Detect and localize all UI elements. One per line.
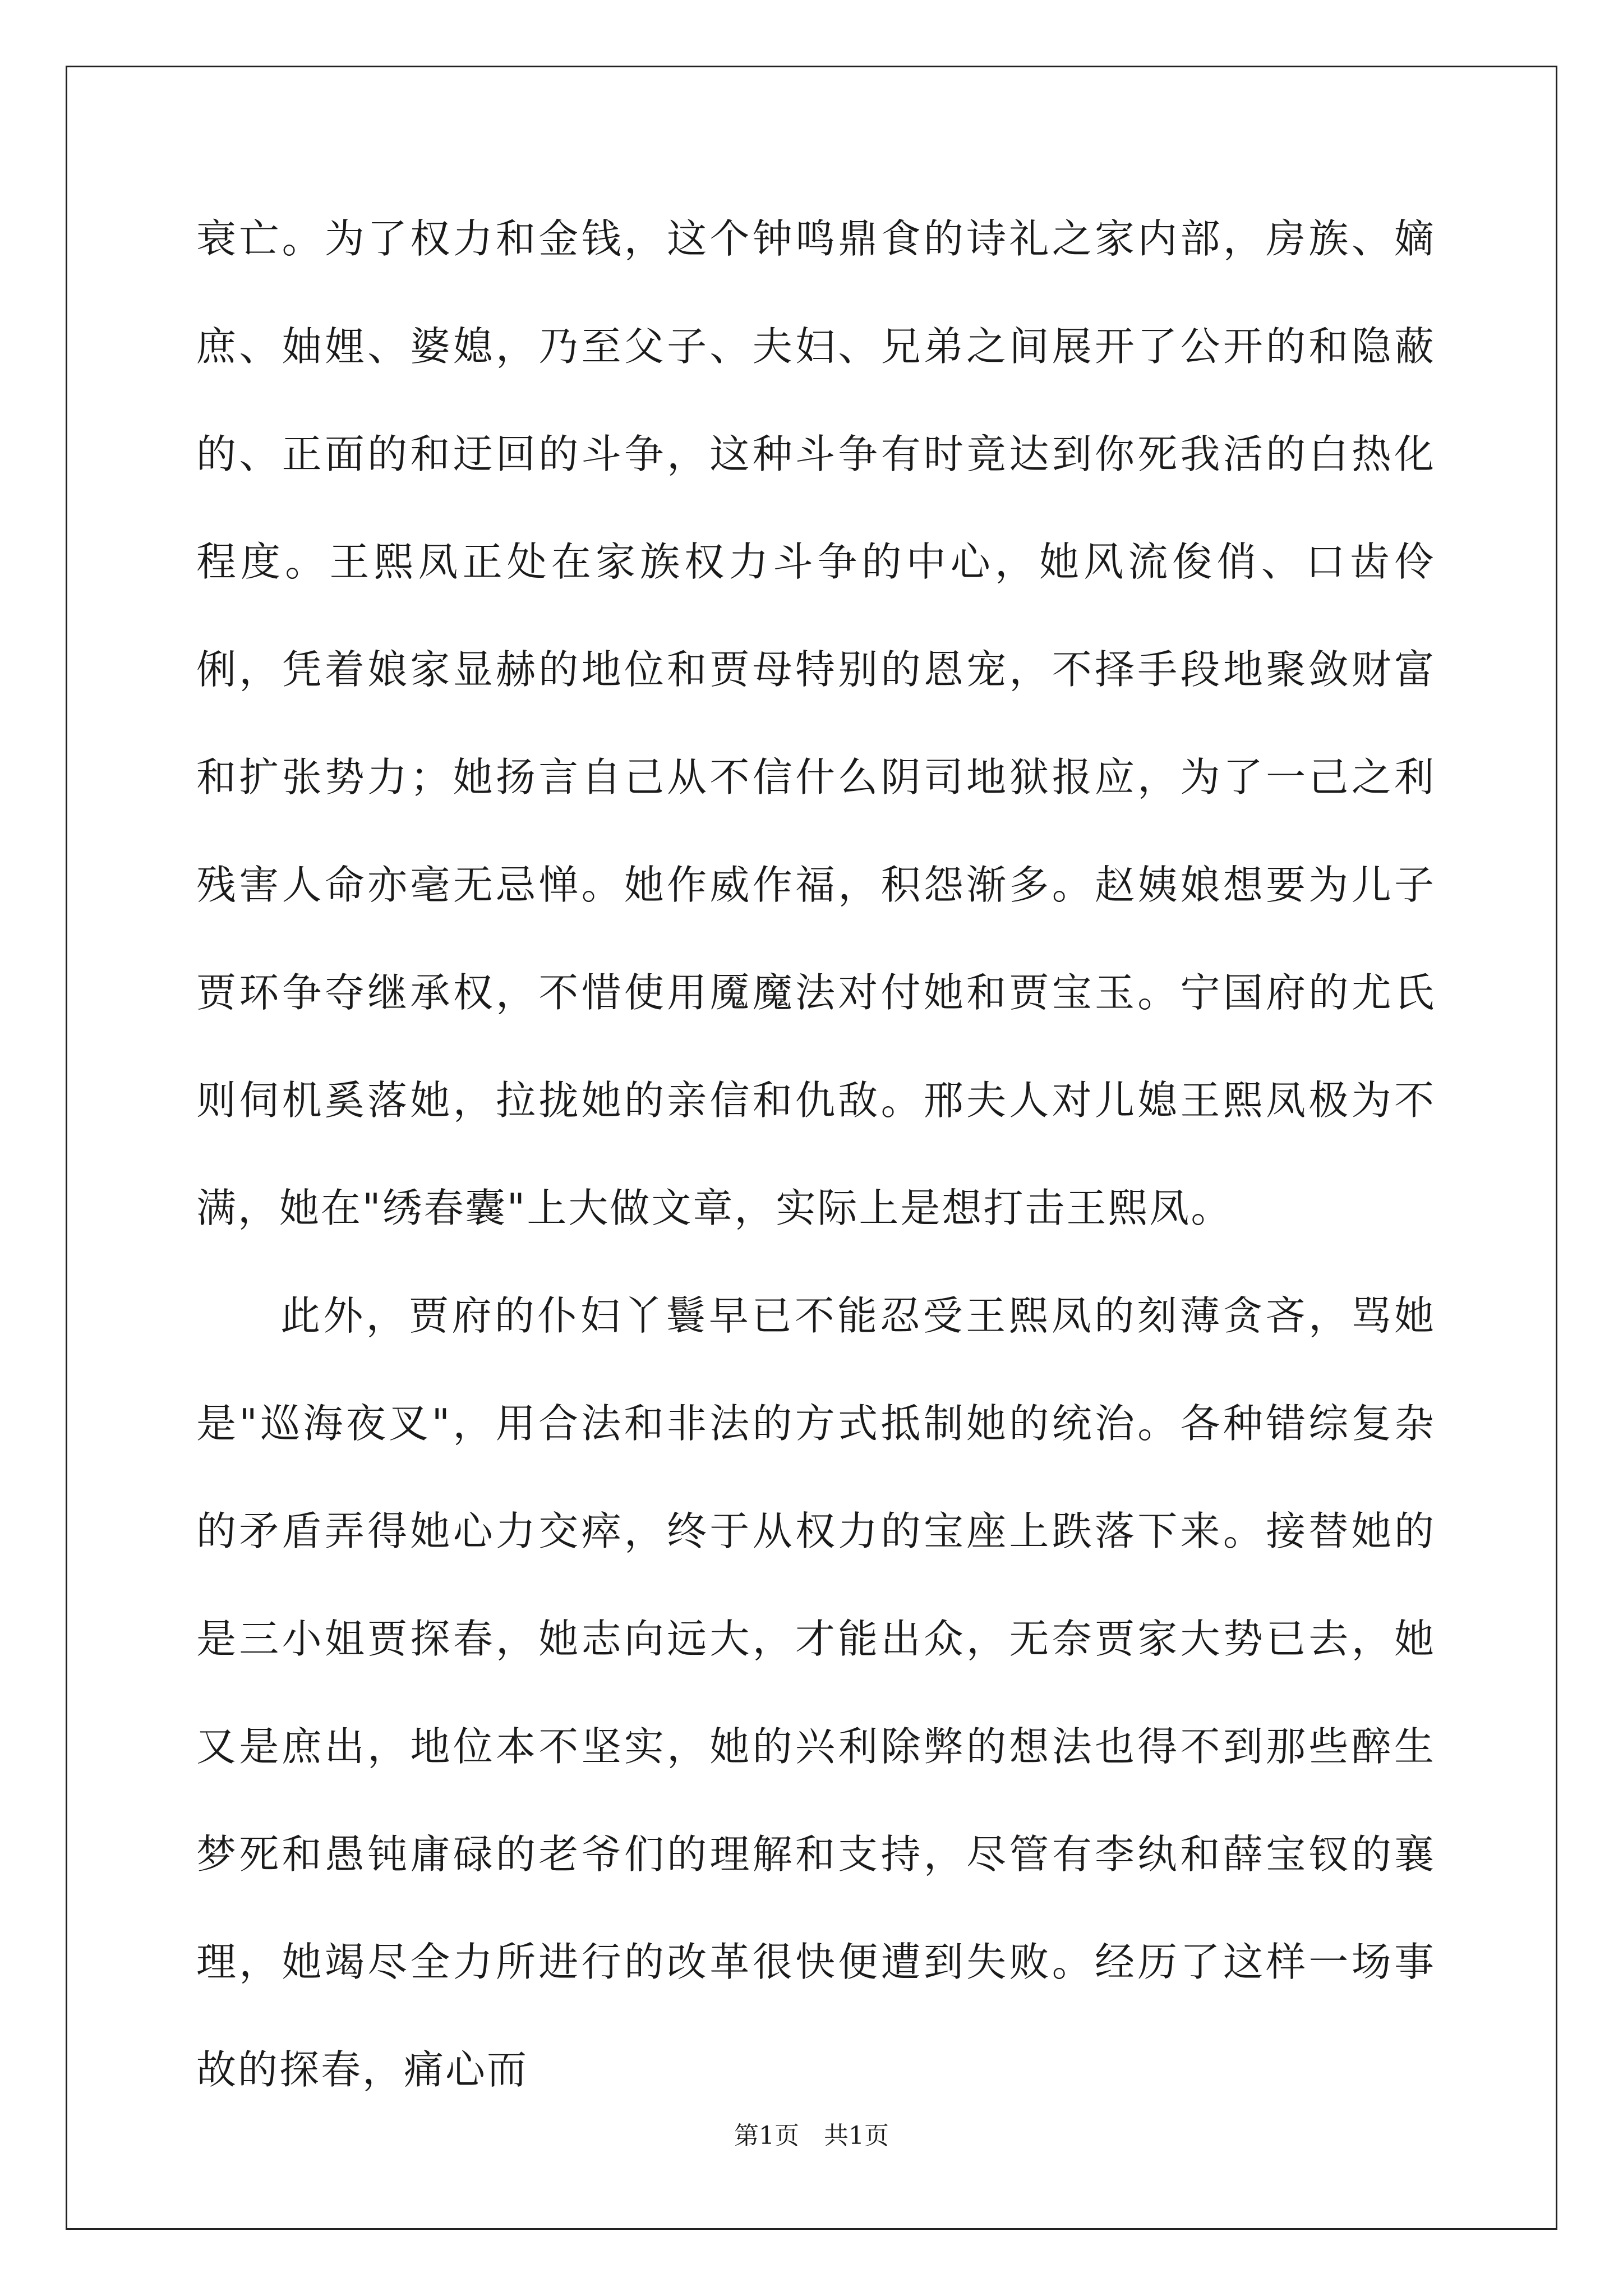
paragraph-1: 衰亡。为了权力和金钱，这个钟鸣鼎食的诗礼之家内部，房族、嫡庶、妯娌、婆媳，乃至父子、夫妇、兄弟之间展开了公开的和隐蔽的、正面的和迂回的斗争，这种斗争有时竟达到你死我活的白热化程度。王熙凤正处在家族权力斗争的中心，她风流俊俏、口齿伶俐，凭着娘家显赫的地位和贾母特别的恩宠，不择手段地聚敛财富和扩张势力；她扬言自己从不信什么阴司地狱报应，为了一己之利残害人命亦毫无忌惮。她作威作福，积怨渐多。赵姨娘想要为儿子贾环争夺继承权，不惜使用魇魔法对付她和贾宝玉。宁国府的尤氏则伺机奚落她，拉拢她的亲信和仇敌。邢夫人对儿媳王熙凤极为不满，她在"绣春囊"上大做文章，实际上是想打击王熙凤。 bbox=[196, 215, 1436, 1231]
page-number-footer: 第1页 共1页 bbox=[734, 2122, 889, 2150]
paragraph-2: 此外，贾府的仆妇丫鬟早已不能忍受王熙凤的刻薄贪吝，骂她是"巡海夜叉"，用合法和非法的方式抵制她的统治。各种错综复杂的矛盾弄得她心力交瘁，终于从权力的宝座上跌落下来。接替她的是三小姐贾探春，她志向远大，才能出众，无奈贾家大势已去，她又是庶出，地位本不坚实，她的兴利除弊的想法也得不到那些醉生梦死和愚钝庸碌的老爷们的理解和支持，尽管有李纨和薛宝钗的襄理，她竭尽全力所进行的改革很快便遭到失败。经历了这样一场事故的探春，痛心而 bbox=[196, 1292, 1436, 2093]
document-body bbox=[196, 185, 1436, 2124]
